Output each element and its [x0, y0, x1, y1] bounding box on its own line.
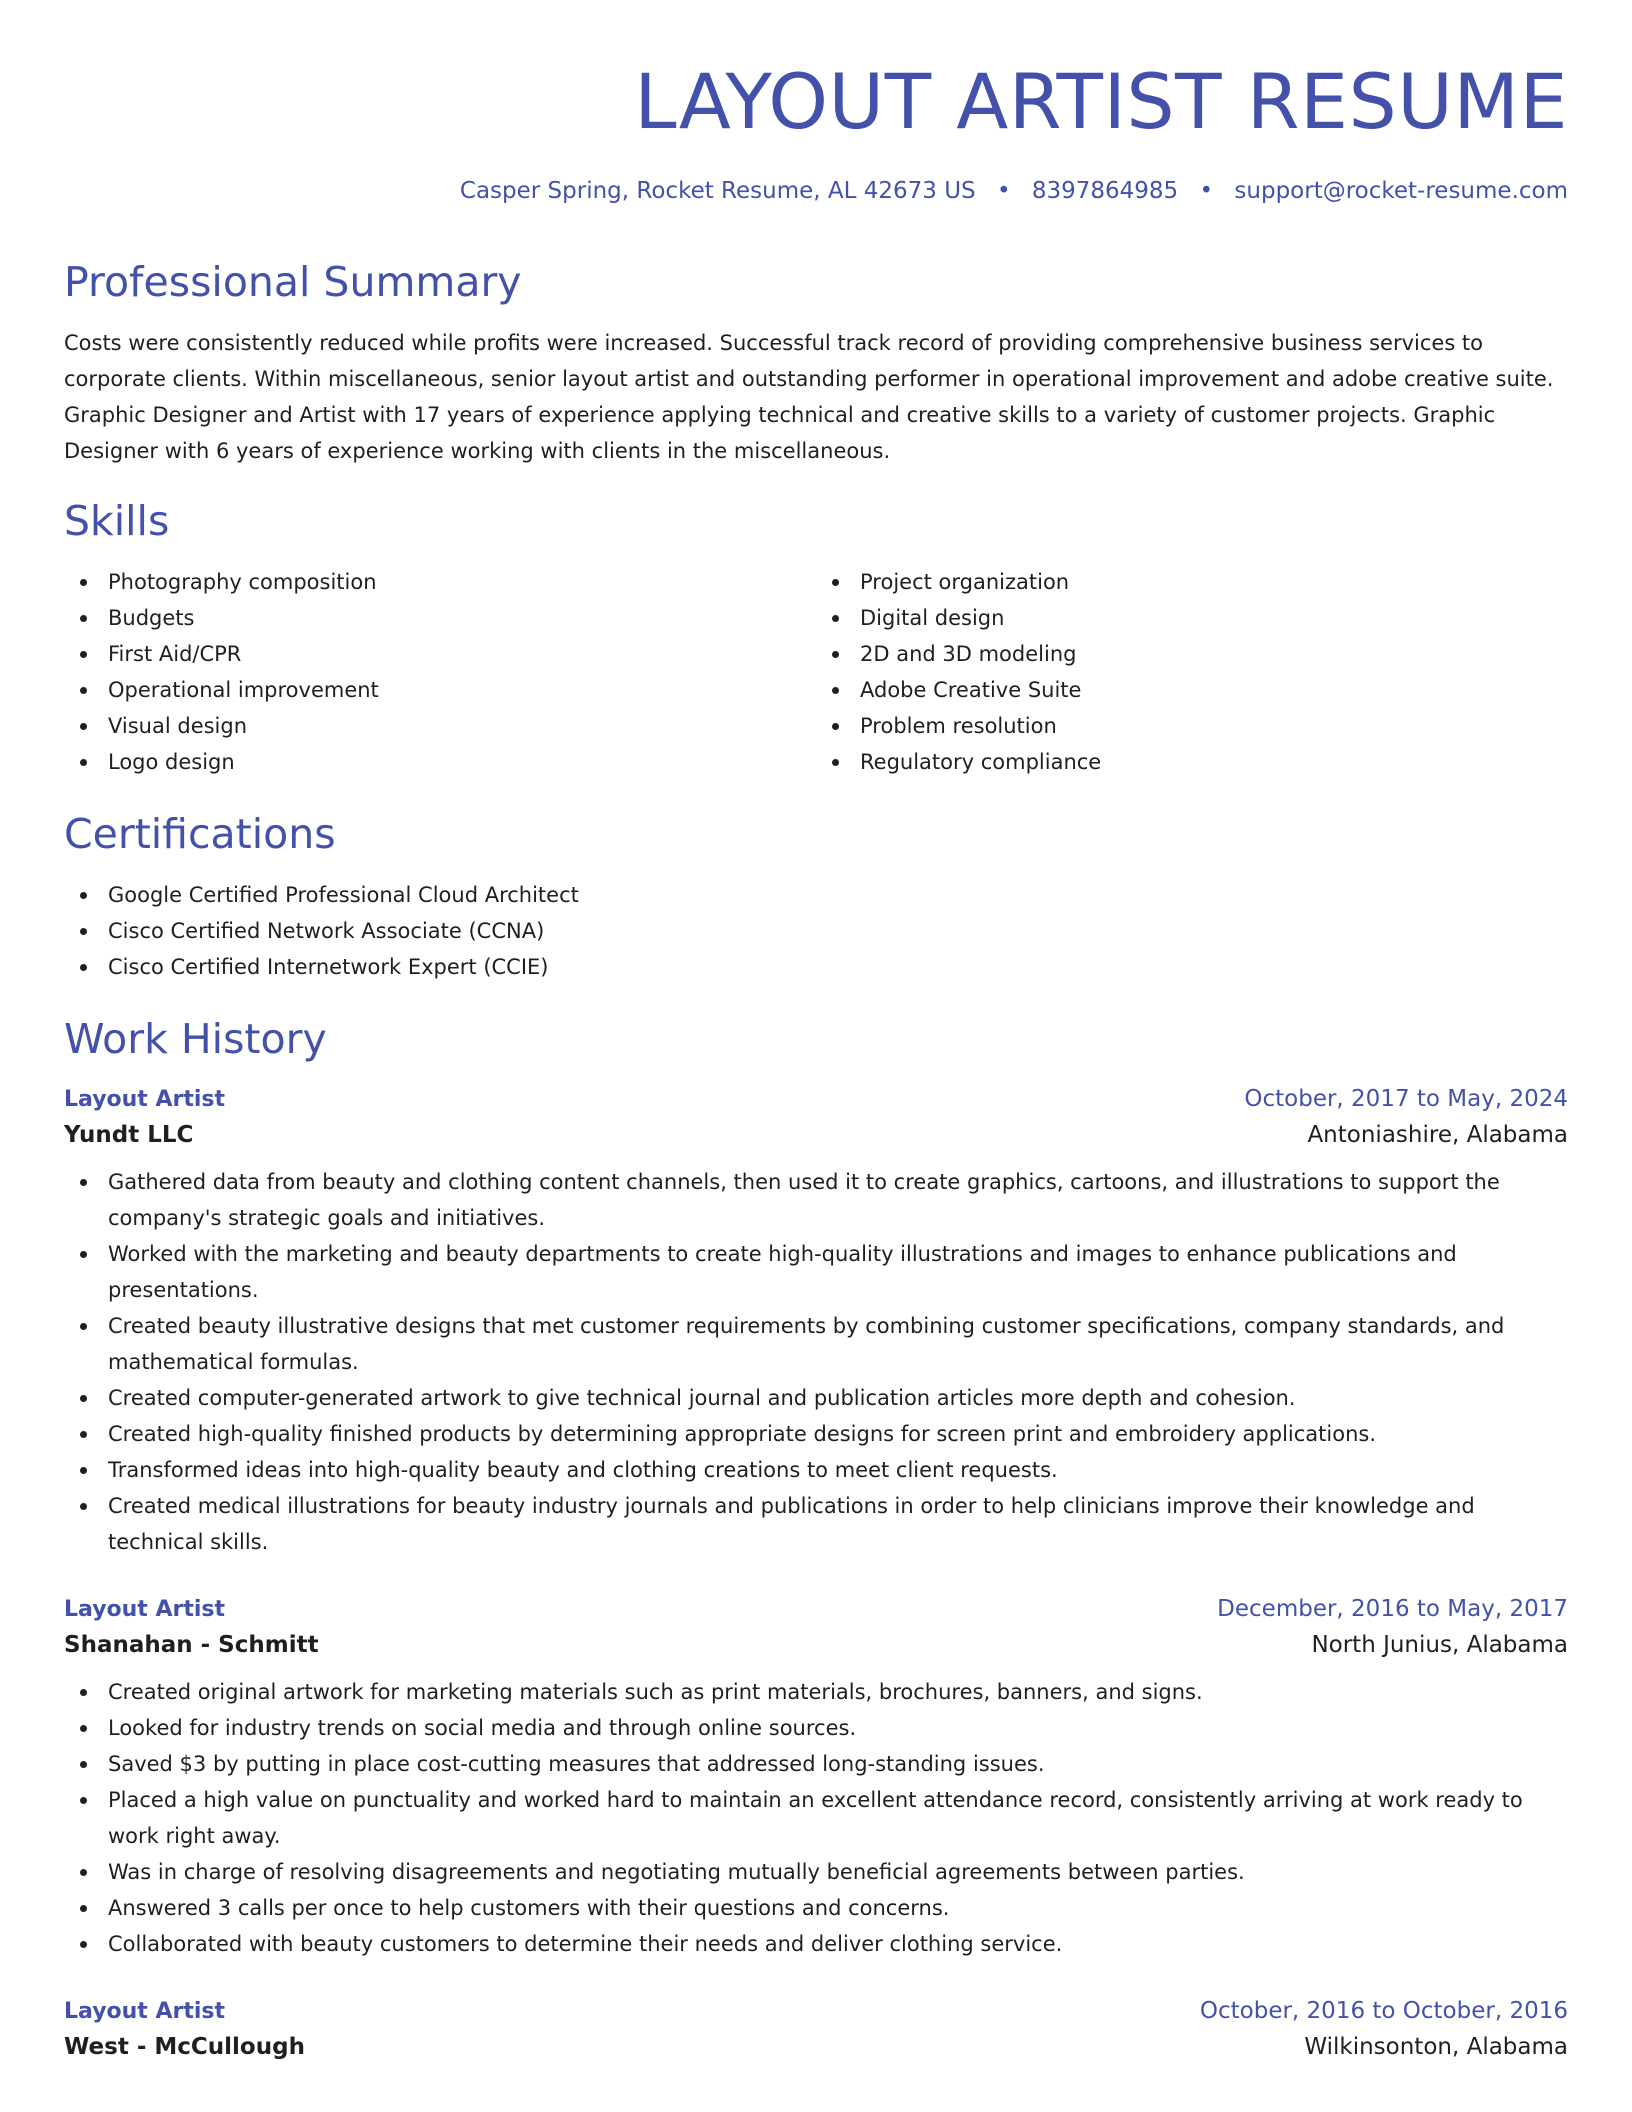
skills-heading: Skills: [64, 496, 170, 545]
skills-list-right: [816, 564, 1568, 780]
job-title: Layout Artist: [64, 1087, 226, 1113]
job-title: Layout Artist: [64, 1999, 226, 2025]
job-bullet: Gathered data from beauty and clothing content channels, then used it to create graphics, cartoons, and illustrations to support the company's strategic goals and initiatives.: [64, 1164, 1568, 1236]
job-bullet: Collaborated with beauty customers to determine their needs and deliver clothing service.: [64, 1926, 1568, 1962]
job-dates: October, 2016 to October, 2016: [1199, 1998, 1568, 2025]
contact-phone: 8397864985: [1031, 178, 1179, 204]
certifications-heading: Certifications: [64, 809, 336, 858]
job-bullets: [64, 1674, 1568, 1962]
contact-email: support@rocket-resume.com: [1234, 178, 1568, 204]
job-bullet: Worked with the marketing and beauty departments to create high-quality illustrations and images to enhance publications and presentations.: [64, 1236, 1568, 1308]
job-title: Layout Artist: [64, 1597, 226, 1623]
job-bullet: Placed a high value on punctuality and worked hard to maintain an excellent attendance record, consistently arriving at work ready to work right away.: [64, 1782, 1568, 1854]
summary-heading: Professional Summary: [64, 257, 522, 306]
job-bullet: Created medical illustrations for beauty industry journals and publications in order to help clinicians improve their knowledge and technical skills.: [64, 1488, 1568, 1560]
job-bullet: Created original artwork for marketing materials such as print materials, brochures, banners, and signs.: [64, 1674, 1568, 1710]
job-bullets: [64, 1164, 1568, 1560]
certification-item: Cisco Certified Network Associate (CCNA): [64, 913, 1568, 949]
skill-item: Problem resolution: [816, 708, 1568, 744]
job-dates: October, 2017 to May, 2024: [1244, 1086, 1568, 1113]
skills-grid: [64, 564, 1568, 780]
skills-list-left: [64, 564, 816, 780]
skill-item: Photography composition: [64, 564, 816, 600]
job-entry: [64, 1086, 1568, 1560]
job-location: Wilkinsonton, Alabama: [1304, 2034, 1568, 2061]
skill-item: Regulatory compliance: [816, 744, 1568, 780]
job-bullet: Was in charge of resolving disagreements and negotiating mutually beneficial agreements between parties.: [64, 1854, 1568, 1890]
job-company: West - McCullough: [64, 2034, 305, 2061]
job-entry: [64, 1596, 1568, 1962]
job-bullet: Created beauty illustrative designs that met customer requirements by combining customer specifications, company standards, and mathematical formulas.: [64, 1308, 1568, 1380]
skill-item: 2D and 3D modeling: [816, 636, 1568, 672]
job-bullet: Looked for industry trends on social media and through online sources.: [64, 1710, 1568, 1746]
skill-item: Operational improvement: [64, 672, 816, 708]
skill-item: Visual design: [64, 708, 816, 744]
job-bullet: Created computer-generated artwork to give technical journal and publication articles more depth and cohesion.: [64, 1380, 1568, 1416]
job-entry: [64, 1998, 1568, 2060]
job-bullet: Answered 3 calls per once to help customers with their questions and concerns.: [64, 1890, 1568, 1926]
contact-address: Casper Spring, Rocket Resume, AL 42673 US: [459, 178, 976, 204]
skills-column-left: [64, 564, 816, 780]
job-dates: December, 2016 to May, 2017: [1217, 1596, 1568, 1623]
skills-column-right: [816, 564, 1568, 780]
job-location: Antoniashire, Alabama: [1307, 1122, 1568, 1149]
skill-item: Digital design: [816, 600, 1568, 636]
contact-line: [64, 178, 1568, 206]
skill-item: Budgets: [64, 600, 816, 636]
job-bullet: Transformed ideas into high-quality beauty and clothing creations to meet client requests.: [64, 1452, 1568, 1488]
certification-item: Google Certified Professional Cloud Architect: [64, 877, 1568, 913]
skill-item: First Aid/CPR: [64, 636, 816, 672]
job-bullet: Saved $3 by putting in place cost-cutting measures that addressed long-standing issues.: [64, 1746, 1568, 1782]
skill-item: Project organization: [816, 564, 1568, 600]
contact-separator: •: [996, 178, 1011, 204]
contact-separator: •: [1199, 178, 1214, 204]
resume-title: LAYOUT ARTIST RESUME: [634, 57, 1568, 146]
skill-item: Logo design: [64, 744, 816, 780]
job-company: Yundt LLC: [64, 1122, 194, 1149]
job-bullet: Created high-quality finished products by determining appropriate designs for screen print and embroidery applications.: [64, 1416, 1568, 1452]
work-history-heading: Work History: [64, 1015, 327, 1064]
job-company: Shanahan - Schmitt: [64, 1632, 319, 1659]
skill-item: Adobe Creative Suite: [816, 672, 1568, 708]
certification-item: Cisco Certified Internetwork Expert (CCIE): [64, 949, 1568, 985]
summary-text: Costs were consistently reduced while profits were increased. Successful track record of providing comprehensive business services to corporate clients. Within miscellaneous, senior layout artist and outstanding performer in operational improvement and adobe creative suite. Graphic Designer and Artist with 17 years of experience applying technical and creative skills to a variety of customer projects. Graphic Designer with 6 years of experience working with clients in the miscellaneous.: [64, 330, 1554, 463]
job-location: North Junius, Alabama: [1311, 1632, 1568, 1659]
certifications-list: [64, 877, 1568, 985]
